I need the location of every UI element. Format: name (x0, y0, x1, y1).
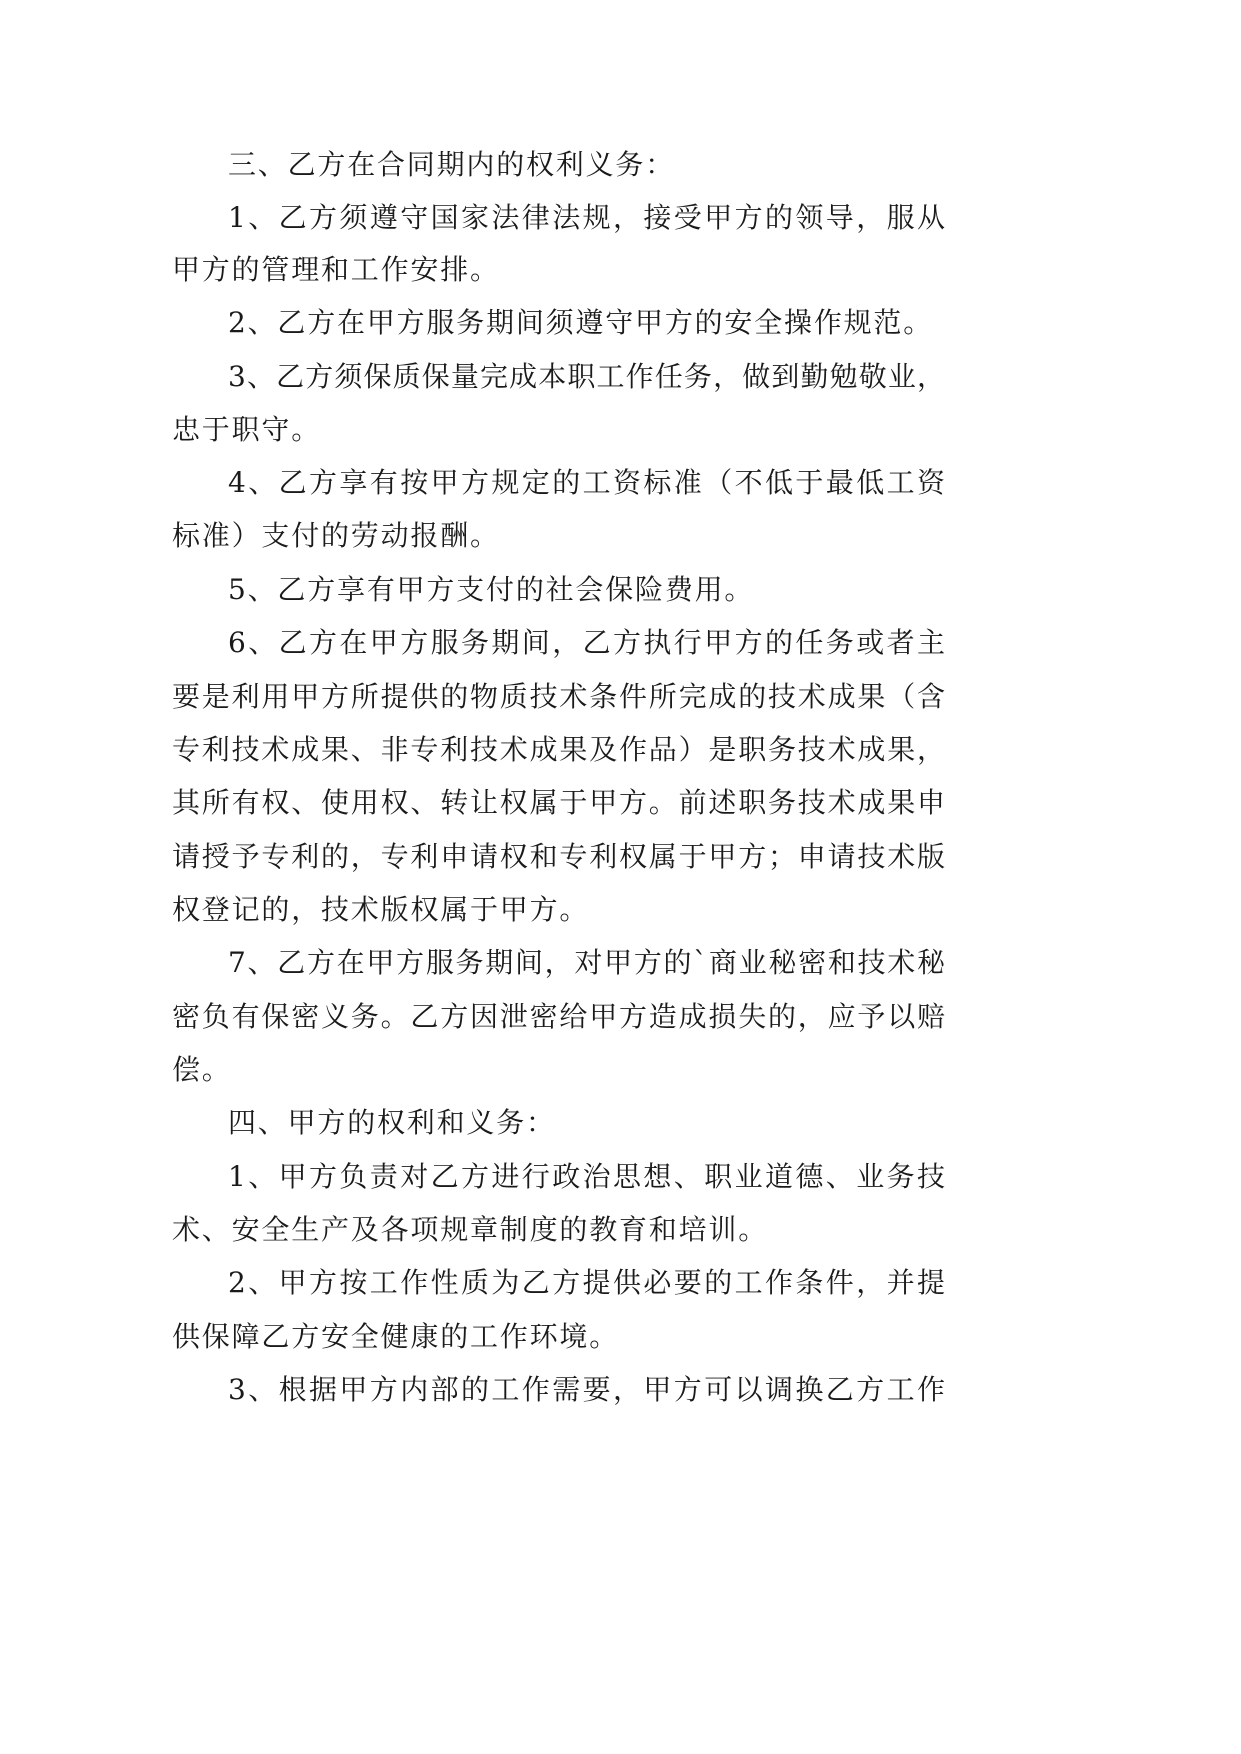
clause-line: 请授予专利的，专利申请权和专利权属于甲方；申请技术版 (172, 840, 945, 873)
clause-line: 忠于职守。 (172, 413, 322, 446)
clause-line: 3、根据甲方内部的工作需要，甲方可以调换乙方工作 (228, 1373, 945, 1406)
clause-line: 权登记的，技术版权属于甲方。 (172, 893, 590, 926)
clause-line: 7、乙方在甲方服务期间，对甲方的`商业秘密和技术秘 (228, 946, 945, 979)
clause-line: 1、甲方负责对乙方进行政治思想、职业道德、业务技 (228, 1160, 945, 1193)
clause-line: 标准）支付的劳动报酬。 (172, 519, 500, 552)
heading-line: 四、甲方的权利和义务： (228, 1106, 556, 1139)
clause-line: 偿。 (172, 1053, 232, 1086)
clause-line: 要是利用甲方所提供的物质技术条件所完成的技术成果（含 (172, 680, 945, 713)
clause-line: 2、乙方在甲方服务期间须遵守甲方的安全操作规范。 (228, 306, 934, 339)
clause-line: 供保障乙方安全健康的工作环境。 (172, 1320, 620, 1353)
heading-line: 三、乙方在合同期内的权利义务： (228, 148, 676, 181)
clause-line: 3、乙方须保质保量完成本职工作任务，做到勤勉敬业， (228, 360, 945, 393)
clause-line: 4、乙方享有按甲方规定的工资标准（不低于最低工资 (228, 466, 945, 499)
clause-line: 6、乙方在甲方服务期间，乙方执行甲方的任务或者主 (228, 626, 945, 659)
clause-line: 1、乙方须遵守国家法律法规，接受甲方的领导，服从 (228, 201, 945, 234)
clause-line: 甲方的管理和工作安排。 (172, 253, 500, 286)
clause-line: 密负有保密义务。乙方因泄密给甲方造成损失的，应予以赔 (172, 1000, 945, 1033)
clause-line: 其所有权、使用权、转让权属于甲方。前述职务技术成果申 (172, 786, 945, 819)
clause-line: 2、甲方按工作性质为乙方提供必要的工作条件，并提 (228, 1266, 945, 1299)
clause-line: 术、安全生产及各项规章制度的教育和培训。 (172, 1213, 769, 1246)
clause-line: 5、乙方享有甲方支付的社会保险费用。 (228, 573, 755, 606)
clause-line: 专利技术成果、非专利技术成果及作品）是职务技术成果， (172, 733, 945, 766)
